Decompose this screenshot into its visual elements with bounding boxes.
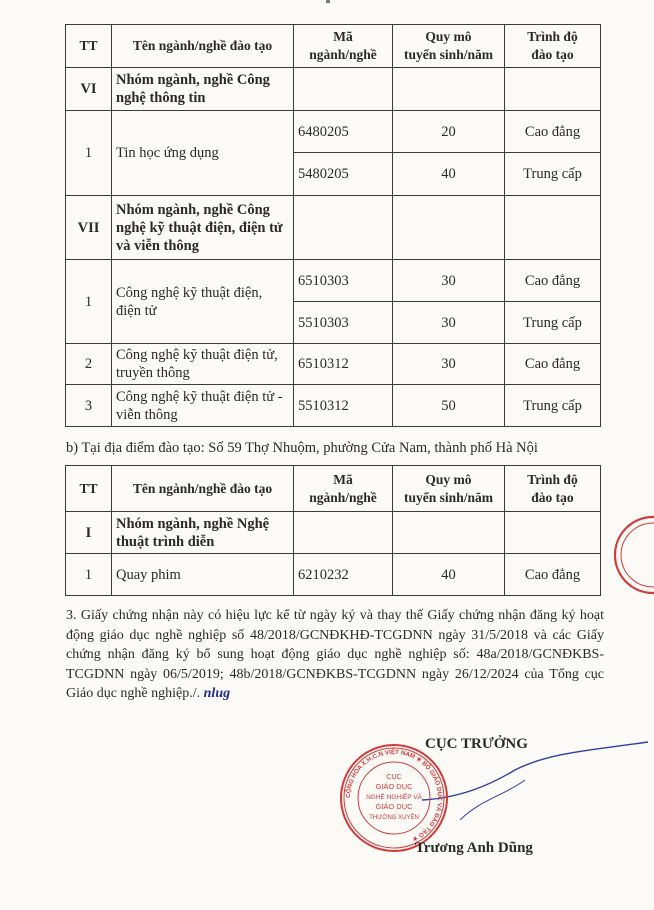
table-row	[66, 554, 601, 596]
table-header-row	[66, 25, 601, 68]
group-number: VII	[66, 196, 112, 260]
page-top-mark	[326, 0, 330, 3]
seal-line: GIÁO DỤC	[375, 782, 413, 791]
table-row	[66, 68, 601, 111]
table-row	[66, 196, 601, 260]
header-level: Trình độ đào tạo	[505, 466, 601, 512]
program-code: 5480205	[294, 153, 393, 196]
header-name: Tên ngành/nghề đào tạo	[112, 466, 294, 512]
programs-table-1	[65, 24, 601, 427]
program-code: 6480205	[294, 111, 393, 153]
group-name: Nhóm ngành, nghề Nghệ thuật trình diễn	[112, 512, 294, 554]
header-code: Mã ngành/nghề	[294, 25, 393, 68]
program-level: Cao đẳng	[505, 554, 601, 596]
official-seal	[339, 743, 449, 853]
header-code: Mã ngành/nghề	[294, 466, 393, 512]
program-level: Cao đẳng	[505, 260, 601, 302]
signer-name: Trương Anh Dũng	[415, 840, 533, 856]
program-scale: 30	[393, 344, 505, 385]
program-level: Trung cấp	[505, 302, 601, 344]
program-name: Công nghệ kỹ thuật điện tử - viễn thông	[112, 385, 294, 427]
program-scale: 40	[393, 554, 505, 596]
program-code: 5510312	[294, 385, 393, 427]
table-row	[66, 385, 601, 427]
table-header-row	[66, 466, 601, 512]
header-scale: Quy mô tuyển sinh/năm	[393, 466, 505, 512]
program-scale: 30	[393, 302, 505, 344]
location-b-heading: b) Tại địa điểm đào tạo: Số 59 Thợ Nhuộm, phường Cửa Nam, thành phố Hà Nội	[66, 440, 538, 456]
program-level: Trung cấp	[505, 385, 601, 427]
seal-line: GIÁO DỤC	[375, 802, 413, 811]
table-row	[66, 260, 601, 302]
seal-line: CỤC	[386, 774, 402, 781]
row-number: 3	[66, 385, 112, 427]
row-number: 1	[66, 554, 112, 596]
table-row	[66, 111, 601, 153]
program-level: Trung cấp	[505, 153, 601, 196]
header-name: Tên ngành/nghề đào tạo	[112, 25, 294, 68]
header-tt: TT	[66, 25, 112, 68]
table-row	[66, 344, 601, 385]
program-code: 6510303	[294, 260, 393, 302]
program-level: Cao đẳng	[505, 111, 601, 153]
program-code: 5510303	[294, 302, 393, 344]
svg-text:CỘNG HÒA X.H.C.N VIỆT NAM ★ BỘ: CỘNG HÒA X.H.C.N VIỆT NAM ★ BỘ GIÁO DỤC VÀ ĐÀO TẠO ★	[344, 748, 444, 843]
group-name: Nhóm ngành, nghề Công nghệ thông tin	[112, 68, 294, 111]
program-level: Cao đẳng	[505, 344, 601, 385]
row-number: 1	[66, 260, 112, 344]
group-number: VI	[66, 68, 112, 111]
program-scale: 50	[393, 385, 505, 427]
seal-line: THƯỜNG XUYÊN	[369, 815, 419, 821]
header-tt: TT	[66, 466, 112, 512]
group-name: Nhóm ngành, nghề Công nghệ kỹ thuật điện, điện tử và viễn thông	[112, 196, 294, 260]
partial-edge-seal	[595, 510, 654, 600]
program-name: Quay phim	[112, 554, 294, 596]
initials-signature: nlug	[203, 686, 231, 701]
program-scale: 40	[393, 153, 505, 196]
validity-paragraph: 3. Giấy chứng nhận này có hiệu lực kể từ ngày ký và thay thế Giấy chứng nhận đăng ký hoạt động giáo dục nghề nghiệp số 48/2018/GCNĐKHĐ-TCGDNN ngày 31/5/2018 và các Giấy chứng nhận đăng ký bổ sung hoạt động giáo dục nghề nghiệp số: 48a/2018/GCNĐKBS-TCGDNN ngày 06/5/2019; 48b/2018/GCNĐKBS-TCGDNN ngày 26/12/2024 của Tổng cục Giáo dục nghề nghiệp./. nlug	[66, 608, 604, 701]
program-name: Công nghệ kỹ thuật điện, điện tử	[112, 260, 294, 344]
program-scale: 20	[393, 111, 505, 153]
program-code: 6210232	[294, 554, 393, 596]
signature-stroke	[420, 740, 650, 830]
row-number: 1	[66, 111, 112, 196]
header-level: Trình độ đào tạo	[505, 25, 601, 68]
program-scale: 30	[393, 260, 505, 302]
program-name: Công nghệ kỹ thuật điện tử, truyền thông	[112, 344, 294, 385]
group-number: I	[66, 512, 112, 554]
signer-title: CỤC TRƯỞNG	[425, 736, 528, 752]
table-row	[66, 512, 601, 554]
row-number: 2	[66, 344, 112, 385]
program-code: 6510312	[294, 344, 393, 385]
header-scale: Quy mô tuyển sinh/năm	[393, 25, 505, 68]
seal-line: NGHỀ NGHIỆP VÀ	[366, 794, 422, 801]
program-name: Tin học ứng dụng	[112, 111, 294, 196]
programs-table-2	[65, 465, 601, 596]
